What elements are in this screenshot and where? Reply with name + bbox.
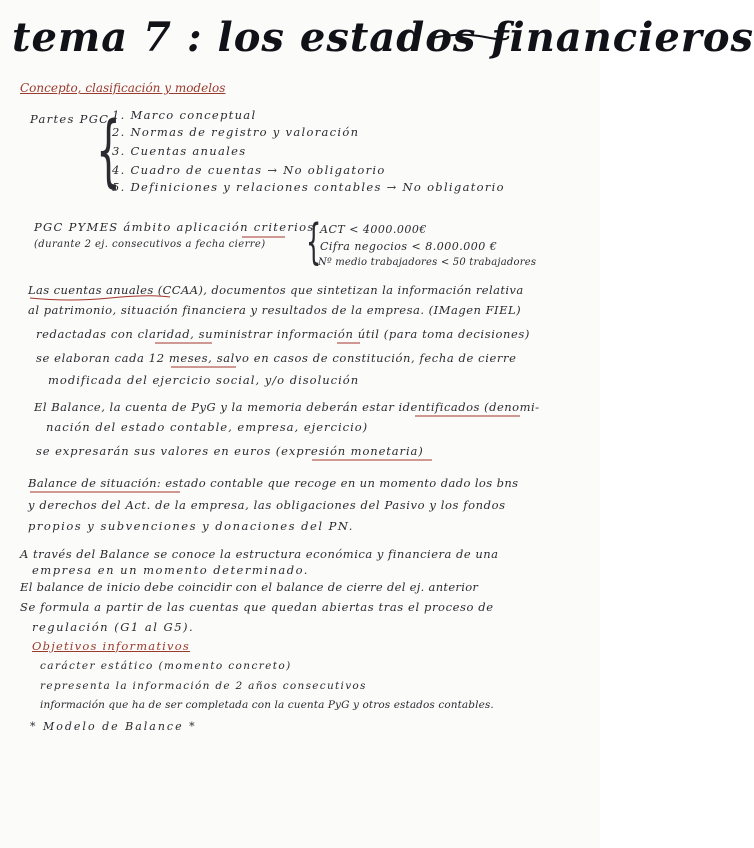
pymes-brace: { [306,214,322,270]
balance-def-2: y derechos del Act. de la empresa, las obligaciones del Pasivo y los fondos [28,498,506,512]
objectives-heading: Objetivos informativos [32,639,190,653]
balance-bullet: Se formula a partir de las cuentas que quedan abiertas tras el proceso de [20,600,494,614]
pymes-line-1: PGC PYMES ámbito aplicación criterios [34,220,315,234]
pgc-item: 5. Definiciones y relaciones contables → No obligatorio [112,180,505,194]
objective-item: información que ha de ser completada con la cuenta PyG y otros estados contables. [40,699,494,711]
objective-item: carácter estático (momento concreto) [40,660,292,672]
balance-model-note: * Modelo de Balance * [30,720,197,733]
pgc-label: Partes PGC [30,112,110,126]
pymes-criterion: ACT < 4000.000€ [320,223,427,236]
ccaa-bullet-cont: modificada del ejercicio social, y/o disolución [48,373,360,387]
balance-bullet: A través del Balance se conoce la estructura económica y financiera de una [20,547,499,561]
ccaa-intro-2: al patrimonio, situación financiera y resultados de la empresa. (IMagen FIEL) [28,303,522,317]
pymes-line-2: (durante 2 ej. consecutivos a fecha cierre) [34,239,266,250]
balance-bullet-cont: regulación (G1 al G5). [32,620,195,634]
ccaa-bullet: se elaboran cada 12 meses, salvo en casos de constitución, fecha de cierre [36,351,517,365]
ccaa-bullet: redactadas con claridad, suministrar información útil (para toma decisiones) [36,327,531,341]
pymes-criterion: Nº medio trabajadores < 50 trabajadores [318,257,537,268]
ccaa-intro-1: Las cuentas anuales (CCAA), documentos que sintetizan la información relativa [28,283,524,297]
balance-bullet: El balance de inicio debe coincidir con el balance de cierre del ej. anterior [20,580,479,594]
balance-bullet-cont: empresa en un momento determinado. [32,563,309,577]
pgc-item: 4. Cuadro de cuentas → No obligatorio [112,163,386,177]
pgc-item: 2. Normas de registro y valoración [112,125,360,139]
section-subtitle: Concepto, clasificación y modelos [20,81,226,95]
objective-item: representa la información de 2 años consecutivos [40,680,367,692]
balance-def-1: Balance de situación: estado contable que recoge en un momento dado los bns [28,476,519,490]
pgc-item: 1. Marco conceptual [112,108,257,122]
pymes-criterion: Cifra negocios < 8.000.000 € [320,240,498,253]
ccaa-bullet: se expresarán sus valores en euros (expresión monetaria) [36,444,424,458]
underline-mark [30,296,170,300]
page-title: tema 7 : los estados financieros [12,14,754,61]
ccaa-bullet: El Balance, la cuenta de PyG y la memoria deberán estar identificados (denomi- [34,400,540,414]
pgc-item: 3. Cuentas anuales [112,144,247,158]
ccaa-bullet-cont: nación del estado contable, empresa, ejercicio) [46,420,369,434]
pgc-brace: { [96,106,121,196]
balance-def-3: propios y subvenciones y donaciones del PN. [28,519,354,533]
